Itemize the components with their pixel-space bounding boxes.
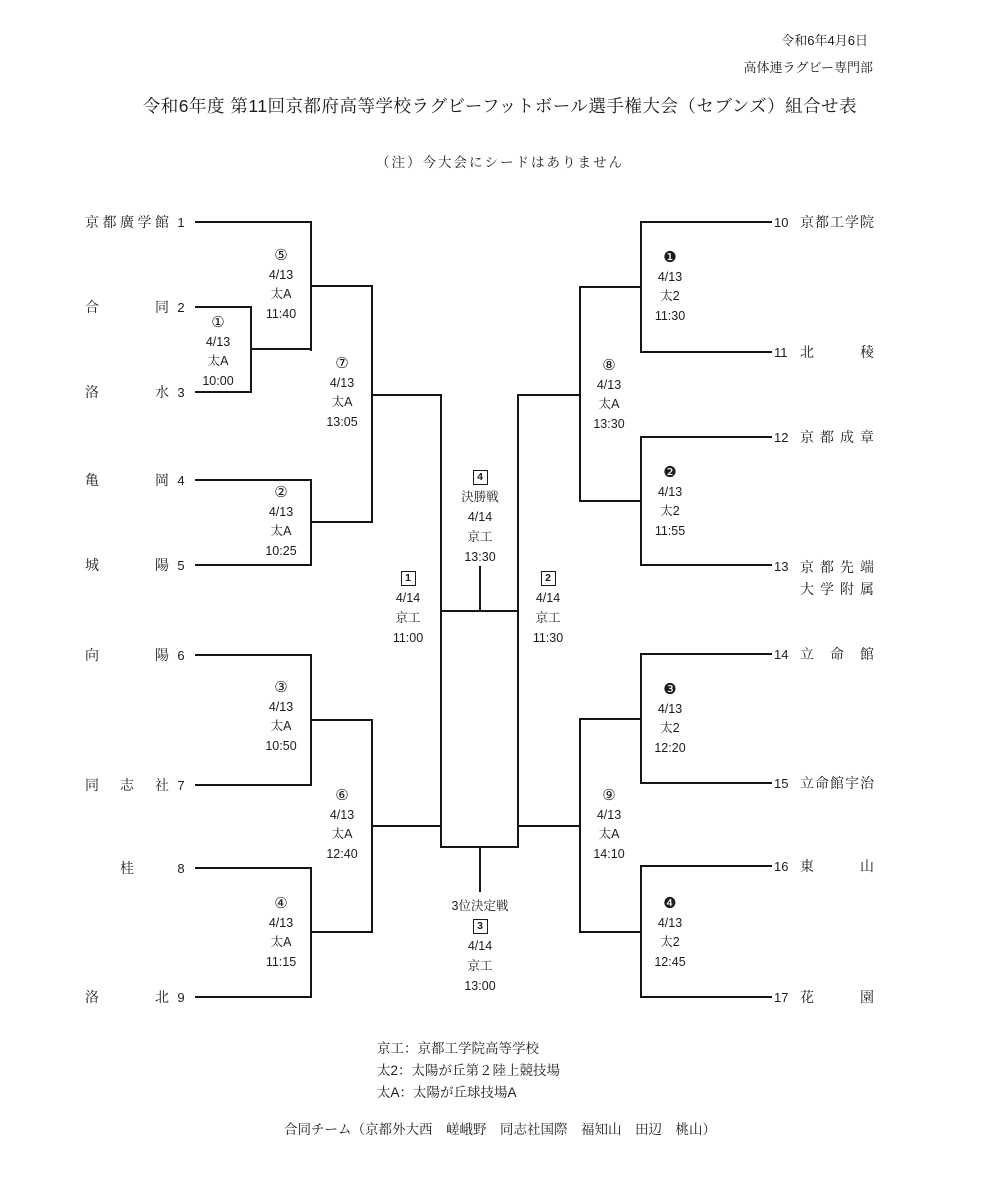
team-name: 洛水: [85, 384, 169, 400]
bracket-line-horizontal: [640, 351, 772, 353]
match-venue: 太2: [660, 504, 680, 518]
team-number: 3: [177, 384, 185, 400]
bracket-line-horizontal: [310, 931, 373, 933]
bracket-line-horizontal: [640, 782, 772, 784]
bracket-line-horizontal: [640, 865, 772, 867]
match-number: ⑦: [335, 355, 349, 372]
bracket-line-horizontal: [640, 436, 772, 438]
team-number: 4: [177, 472, 185, 488]
team-name: 桂: [120, 860, 134, 876]
match-time: 12:40: [326, 846, 358, 861]
seed-note: （注）今大会にシードはありません: [376, 155, 624, 170]
match-venue: 太A: [270, 287, 292, 301]
final-info: [435, 467, 525, 567]
match-date: 4/13: [268, 267, 294, 282]
third-place-label: 3位決定戦: [451, 899, 509, 913]
match-b2-info: [635, 463, 705, 541]
match-number: ❹: [663, 895, 677, 912]
match-number: ⑧: [602, 357, 616, 374]
team-number: 11: [774, 344, 788, 360]
team-row: [774, 342, 874, 362]
joint-team-note: 合同チーム（京都外大西 嵯峨野 同志社国際 福知山 田辺 桃山）: [284, 1122, 716, 1137]
third-place-info: [435, 896, 525, 996]
semifinal-1-info: [373, 568, 443, 648]
bracket-line-horizontal: [640, 564, 772, 566]
bracket-line-horizontal: [579, 286, 642, 288]
match-number: ❷: [663, 464, 677, 481]
match-time: 11:30: [654, 308, 686, 323]
bracket-line-horizontal: [640, 653, 772, 655]
match-venue: 太A: [270, 935, 292, 949]
team-number: 6: [177, 647, 185, 663]
team-name: 京都先端: [800, 559, 874, 575]
match-venue: 太A: [270, 524, 292, 538]
match-date: 4/13: [657, 484, 683, 499]
match-7-info: [307, 354, 377, 432]
bracket-line-horizontal: [310, 285, 373, 287]
bracket-line-horizontal: [310, 719, 373, 721]
match-venue: 太2: [660, 935, 680, 949]
match-date: 4/13: [268, 504, 294, 519]
match-time: 13:05: [326, 414, 358, 429]
match-date: 4/13: [657, 701, 683, 716]
match-date: 4/13: [657, 915, 683, 930]
bracket-line-horizontal: [195, 867, 312, 869]
match-time: 12:20: [654, 740, 686, 755]
match-venue: 太A: [331, 395, 353, 409]
match-date: 4/13: [268, 915, 294, 930]
match-b4-info: [635, 894, 705, 972]
venue-legend: [377, 1038, 560, 1104]
match-date: 4/13: [268, 699, 294, 714]
bracket-line-horizontal: [640, 221, 772, 223]
team-name: 洛北: [85, 989, 169, 1005]
match-number-box: 4: [435, 467, 525, 487]
semifinal-2-info: [513, 568, 583, 648]
team-row: [774, 856, 874, 876]
team-number: 13: [774, 559, 789, 574]
match-time: 11:40: [265, 306, 297, 321]
legend-line: 太2：太陽が丘第２陸上競技場: [377, 1063, 561, 1078]
match-date: 4/14: [395, 591, 421, 605]
team-name: 東山: [800, 858, 874, 874]
match-date: 4/14: [535, 591, 561, 605]
team-name: 合同: [85, 299, 169, 315]
match-number: ②: [274, 484, 288, 501]
team-number: 12: [774, 429, 789, 445]
team-row: [85, 470, 191, 490]
match-date: 4/13: [329, 375, 355, 390]
doc-org: 高体連ラグビー専門部: [743, 60, 873, 75]
match-venue: 太A: [207, 354, 229, 368]
team-row: [774, 556, 874, 600]
team-row: [774, 427, 874, 447]
team-name: 京都成章: [800, 429, 874, 445]
match-venue: 太A: [270, 719, 292, 733]
doc-date: 令和6年4月6日: [781, 33, 868, 48]
match-time: 13:30: [593, 416, 625, 431]
match-time: 10:00: [202, 373, 234, 388]
match-number: ①: [211, 314, 225, 331]
match-date: 4/14: [467, 510, 493, 524]
team-name: 亀岡: [85, 472, 169, 488]
match-number: ❸: [663, 681, 677, 698]
team-number: 10: [774, 214, 789, 230]
match-time: 11:15: [265, 954, 297, 969]
team-row: [85, 297, 191, 317]
page-title: 令和6年度 第11回京都府高等学校ラグビーフットボール選手権大会（セブンズ）組合せ表: [142, 96, 858, 116]
match-date: 4/13: [596, 807, 622, 822]
team-number: 7: [177, 777, 185, 793]
team-name-line2: 大学附属: [800, 581, 874, 597]
legend-line: 京工：京都工学院高等学校: [377, 1041, 539, 1056]
team-number: 9: [177, 989, 185, 1005]
team-row: [774, 644, 874, 664]
match-time: 11:00: [392, 631, 424, 645]
bracket-line-horizontal: [371, 825, 442, 827]
bracket-line-horizontal: [250, 348, 312, 350]
team-row: [774, 987, 874, 1007]
match-time: 10:25: [265, 543, 297, 558]
match-date: 4/13: [596, 377, 622, 392]
match-6-info: [307, 786, 377, 864]
match-date: 4/14: [467, 939, 493, 953]
team-number: 8: [177, 860, 185, 876]
bracket-line-horizontal: [195, 564, 312, 566]
match-8-info: [574, 356, 644, 434]
bracket-line-horizontal: [517, 825, 581, 827]
bracket-line-horizontal: [579, 718, 642, 720]
match-venue: 京工: [467, 959, 493, 973]
bracket-line-vertical: [479, 566, 481, 612]
team-name-stack: [800, 556, 874, 600]
team-row: [85, 858, 191, 878]
team-row: [85, 987, 191, 1007]
bracket-line-horizontal: [579, 500, 642, 502]
bracket-line-horizontal: [371, 394, 442, 396]
team-name: 花園: [800, 989, 874, 1005]
team-name: 向陽: [85, 647, 169, 663]
legend-line: 太A：太陽が丘球技場A: [377, 1085, 517, 1100]
match-b3-info: [635, 680, 705, 758]
team-row: [85, 555, 191, 575]
bracket-line-horizontal: [195, 391, 252, 393]
team-row: [774, 212, 874, 232]
match-b1-info: [635, 248, 705, 326]
match-date: 4/13: [205, 334, 231, 349]
bracket-line-horizontal: [195, 479, 312, 481]
bracket-line-horizontal: [195, 996, 312, 998]
match-4-info: [246, 894, 316, 972]
team-name: 同志社: [85, 777, 169, 793]
match-1-info: [183, 313, 253, 391]
match-number: ⑤: [274, 247, 288, 264]
match-date: 4/13: [657, 269, 683, 284]
match-9-info: [574, 786, 644, 864]
match-time: 10:50: [265, 738, 297, 753]
team-name: 城陽: [85, 557, 169, 573]
match-time: 11:55: [654, 523, 686, 538]
team-name: 北稜: [800, 344, 874, 360]
match-venue: 京工: [467, 530, 493, 544]
team-name: 京都廣学館: [85, 214, 169, 230]
bracket-line-horizontal: [310, 521, 373, 523]
match-number-box: 1: [373, 568, 443, 588]
match-time: 11:30: [532, 631, 564, 645]
team-name: 京都工学院: [800, 214, 874, 230]
bracket-line-horizontal: [640, 996, 772, 998]
match-3-info: [246, 678, 316, 756]
team-row: [85, 382, 191, 402]
match-venue: 太2: [660, 721, 680, 735]
match-number-box: 2: [513, 568, 583, 588]
match-number: ③: [274, 679, 288, 696]
team-number: 17: [774, 989, 789, 1005]
match-number-box: 3: [435, 916, 525, 936]
bracket-line-vertical: [479, 846, 481, 892]
team-number: 1: [177, 214, 185, 230]
team-row: [85, 645, 191, 665]
match-number: ⑨: [602, 787, 616, 804]
team-number: 15: [774, 775, 789, 791]
match-number: ⑥: [335, 787, 349, 804]
team-row: [85, 775, 191, 795]
team-number: 16: [774, 858, 789, 874]
bracket-line-horizontal: [195, 654, 312, 656]
match-date: 4/13: [329, 807, 355, 822]
match-number: ④: [274, 895, 288, 912]
team-number: 14: [774, 646, 789, 662]
bracket-line-horizontal: [195, 306, 252, 308]
team-name: 立命館: [800, 646, 874, 662]
bracket-line-horizontal: [517, 394, 581, 396]
match-venue: 太A: [598, 397, 620, 411]
match-venue: 京工: [535, 611, 561, 625]
match-number: ❶: [663, 249, 677, 266]
match-time: 13:30: [464, 550, 496, 564]
match-time: 13:00: [464, 979, 496, 993]
team-number: 5: [177, 557, 185, 573]
match-time: 12:45: [654, 954, 686, 969]
team-row: [774, 773, 874, 793]
match-venue: 京工: [395, 611, 421, 625]
team-row: [85, 212, 191, 232]
final-label: 決勝戦: [461, 490, 499, 504]
team-number: 2: [177, 299, 185, 315]
match-venue: 太A: [331, 827, 353, 841]
bracket-line-horizontal: [195, 221, 312, 223]
team-name: 立命館宇治: [800, 775, 874, 791]
match-time: 14:10: [593, 846, 625, 861]
match-5-info: [246, 246, 316, 324]
match-venue: 太2: [660, 289, 680, 303]
bracket-line-horizontal: [195, 784, 312, 786]
bracket-line-horizontal: [579, 931, 642, 933]
match-2-info: [246, 483, 316, 561]
match-venue: 太A: [598, 827, 620, 841]
